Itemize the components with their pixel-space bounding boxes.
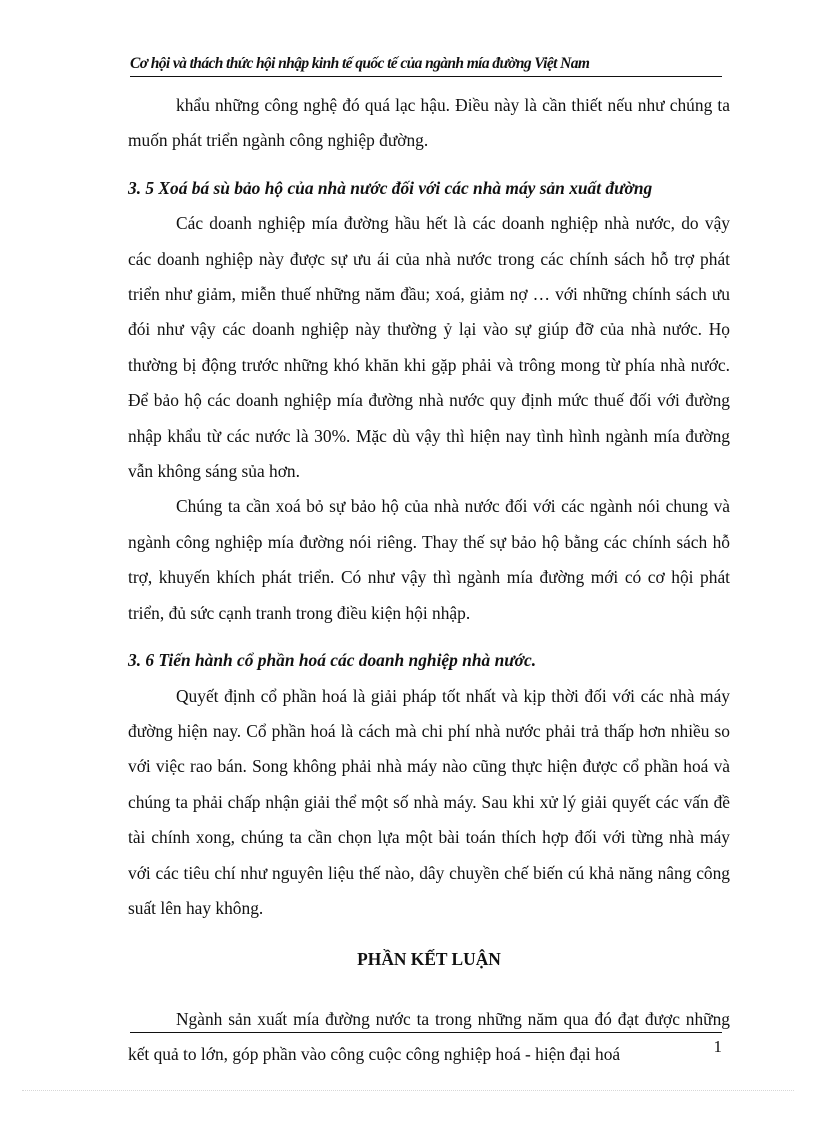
paragraph-3-6: Quyết định cổ phần hoá là giải pháp tốt nhất và kịp thời đối với các nhà máy đường hiện nay. Cổ phần hoá là cách mà chi phí nhà nước phải trả thấp hơn nhiều so với việc rao bán. Song không phải nhà máy nào cũng thực hiện được cổ phần hoá và chúng ta phải chấp nhận giải thể một số nhà máy. Sau khi xử lý giải quyết các vấn đề tài chính xong, chúng ta cần chọn lựa một bài toán thích hợp đối với từng nhà máy với các tiêu chí như nguyên liệu thế nào, dây chuyền chế biến cú khả năng nâng công suất lên hay không. [128,685,730,918]
paragraph-3-5-a: Các doanh nghiệp mía đường hầu hết là các doanh nghiệp nhà nước, do vậy các doanh nghiệp này được sự ưu ái của nhà nước trong các chính sách hỗ trợ phát triển như giảm, miễn thuế những năm đầu; xoá, giảm nợ … với những chính sách ưu đói như vậy các doanh nghiệp này thường ỷ lại vào sự giúp đỡ của nhà nước. Họ thường bị động trước những khó khăn khi gặp phải và trông mong từ phía nhà nước. Để bảo hộ các doanh nghiệp mía đường nhà nước quy định mức thuế đối với đường nhập khẩu từ các nước là 30%. Mặc dù vậy thì hiện nay tình hình ngành mía đường vẫn không sáng sủa hơn. [128,213,730,482]
paragraph-conclusion: Ngành sản xuất mía đường nước ta trong những năm qua đó đạt được những kết quả to lớn, góp phần vào công cuộc công nghiệp hoá - hiện đại hoá [128,1008,730,1065]
section-heading-3-5: 3. 5 Xoá bá sù bảo hộ của nhà nước đối với các nhà máy sản xuất đường [128,177,653,198]
page-number: 1 [713,1037,722,1056]
running-header: Cơ hội và thách thức hội nhập kinh tế quốc tế của ngành mía đường Việt Nam [130,52,722,77]
paragraph-3-5-b: Chúng ta cần xoá bỏ sự bảo hộ của nhà nước đối với các ngành nói chung và ngành công nghiệp mía đường nói riêng. Thay thế sự bảo hộ bằng các chính sách hỗ trợ, khuyến khích phát triển. Có như vậy thì ngành mía đường mới có cơ hội phát triển, đủ sức cạnh tranh trong điều kiện hội nhập. [128,496,730,623]
page-content [128,88,730,1073]
conclusion-heading: PHẦN KẾT LUẬN [357,949,501,970]
page-edge-divider [22,1090,794,1091]
footer-rule [130,1032,722,1033]
paragraph-continuation: khẩu những công nghệ đó quá lạc hậu. Điều này là cần thiết nếu như chúng ta muốn phát triển ngành công nghiệp đường. [128,95,730,151]
section-heading-3-6: 3. 6 Tiến hành cổ phần hoá các doanh nghiệp nhà nước. [128,650,537,671]
